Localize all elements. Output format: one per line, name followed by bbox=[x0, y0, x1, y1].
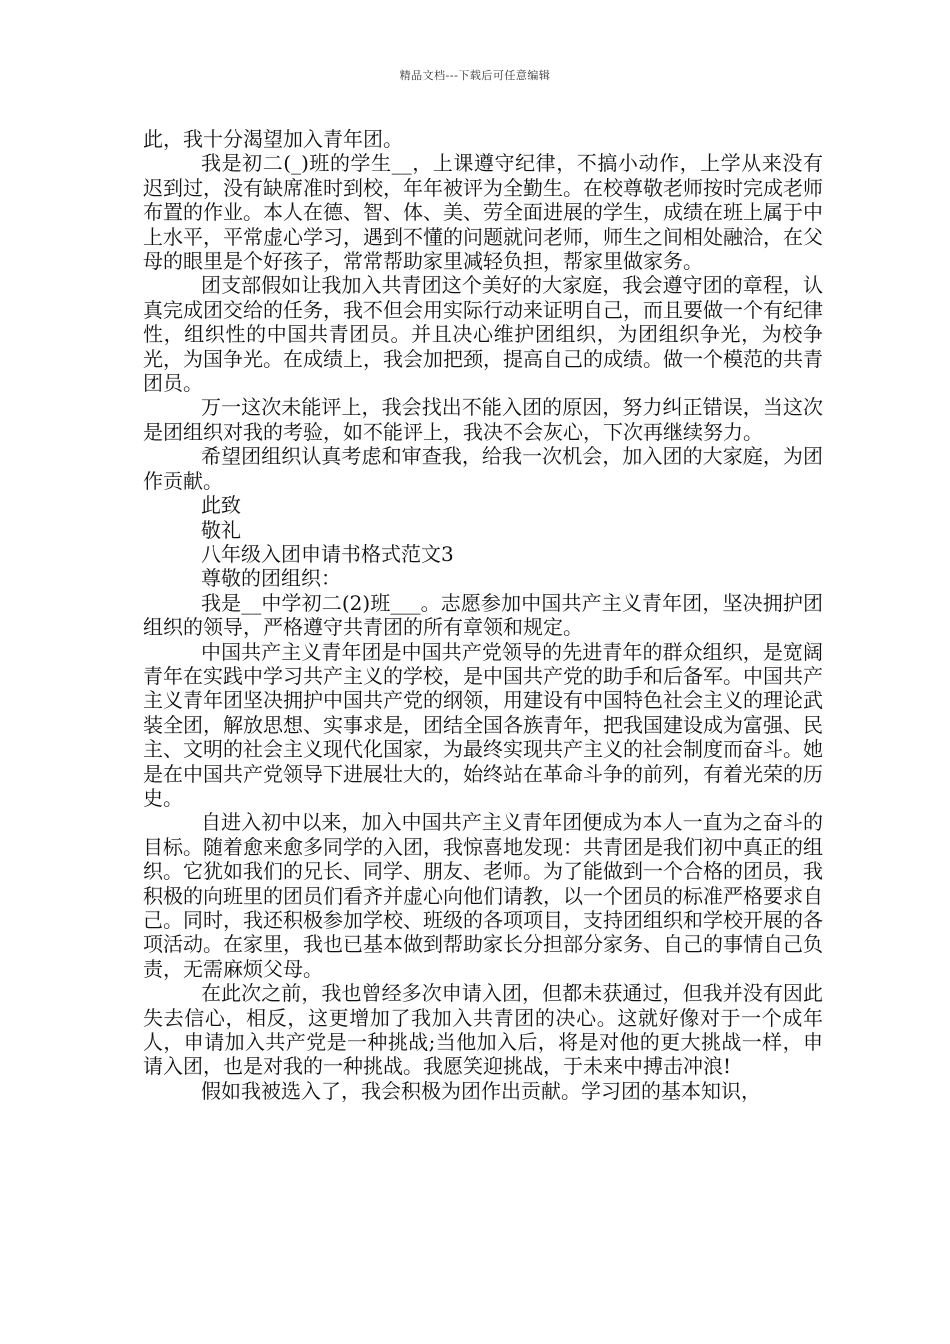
paragraph: 我是__中学初二(2)班___。志愿参加中国共产主义青年团，坚决拥护团组织的领导，严格遵守共青团的所有章领和规定。 bbox=[143, 590, 823, 640]
paragraph: 我是初二(_)班的学生__，上课遵守纪律，不搞小动作，上学从来没有迟到过，没有缺席准时到校，年年被评为全勤生。在校尊敬老师按时完成老师布置的作业。本人在德、智、体、美、劳全面进展的学生，成绩在班上属于中上水平，平常虚心学习，遇到不懂的问题就问老师，师生之间相处融洽，在父母的眼里是个好孩子，常常帮助家里减轻负担，帮家里做家务。 bbox=[143, 151, 823, 274]
page-header: 精品文档---下载后可任意编辑 bbox=[399, 69, 551, 82]
paragraph: 中国共产主义青年团是中国共产党领导的先进青年的群众组织，是宽阔青年在实践中学习共产主义的学校，是中国共产党的助手和后备军。中国共产主义青年团坚决拥护中国共产党的纲领，用建设有中国特色社会主义的理论武装全团，解放思想、实事求是，团结全国各族青年，把我国建设成为富强、民主、文明的社会主义现代化国家，为最终实现共产主义的社会制度而奋斗。她是在中国共产党领导下进展壮大的，始终站在革命斗争的前列，有着光荣的历史。 bbox=[143, 639, 823, 810]
document-body bbox=[143, 127, 823, 1103]
paragraph: 假如我被选入了，我会积极为团作出贡献。学习团的基本知识， bbox=[201, 1078, 761, 1103]
paragraph: 自进入初中以来，加入中国共产主义青年团便成为本人一直为之奋斗的目标。随着愈来愈多同学的入团，我惊喜地发现：共青团是我们初中真正的组织。它犹如我们的兄长、同学、朋友、老师。为了能做到一个合格的团员，我积极的向班里的团员们看齐并虚心向他们请教，以一个团员的标准严格要求自己。同时，我还积极参加学校、班级的各项项目，支持团组织和学校开展的各项活动。在家里，我也已基本做到帮助家长分担部分家务、自己的事情自己负责，无需麻烦父母。 bbox=[143, 810, 823, 981]
closing-line: 此致 bbox=[201, 493, 241, 518]
paragraph: 万一这次未能评上，我会找出不能入团的原因，努力纠正错误，当这次是团组织对我的考验，如不能评上，我决不会灰心，下次再继续努力。 bbox=[143, 395, 823, 444]
paragraph: 希望团组织认真考虑和审查我，给我一次机会，加入团的大家庭，为团作贡献。 bbox=[143, 444, 823, 493]
salutation: 尊敬的团组织： bbox=[201, 566, 341, 591]
paragraph: 在此次之前，我也曾经多次申请入团，但都未获通过，但我并没有因此失去信心，相反，这更增加了我加入共青团的决心。这就好像对于一个成年人，申请加入共产党是一种挑战;当他加入后，将是对他的更大挑战一样，申请入团，也是对我的一种挑战。我愿笑迎挑战，于未来中搏击冲浪! bbox=[143, 981, 823, 1079]
closing-line: 敬礼 bbox=[201, 517, 241, 542]
paragraph: 此，我十分渴望加入青年团。 bbox=[143, 127, 403, 151]
paragraph: 团支部假如让我加入共青团这个美好的大家庭，我会遵守团的章程，认真完成团交给的任务，我不但会用实际行动来证明自己，而且要做一个有纪律性，组织性的中国共青团员。并且决心维护团组织，为团组织争光，为校争光，为国争光。在成绩上，我会加把颈，提高自己的成绩。做一个模范的共青团员。 bbox=[143, 273, 823, 396]
section-title: 八年级入团申请书格式范文3 bbox=[201, 541, 454, 566]
